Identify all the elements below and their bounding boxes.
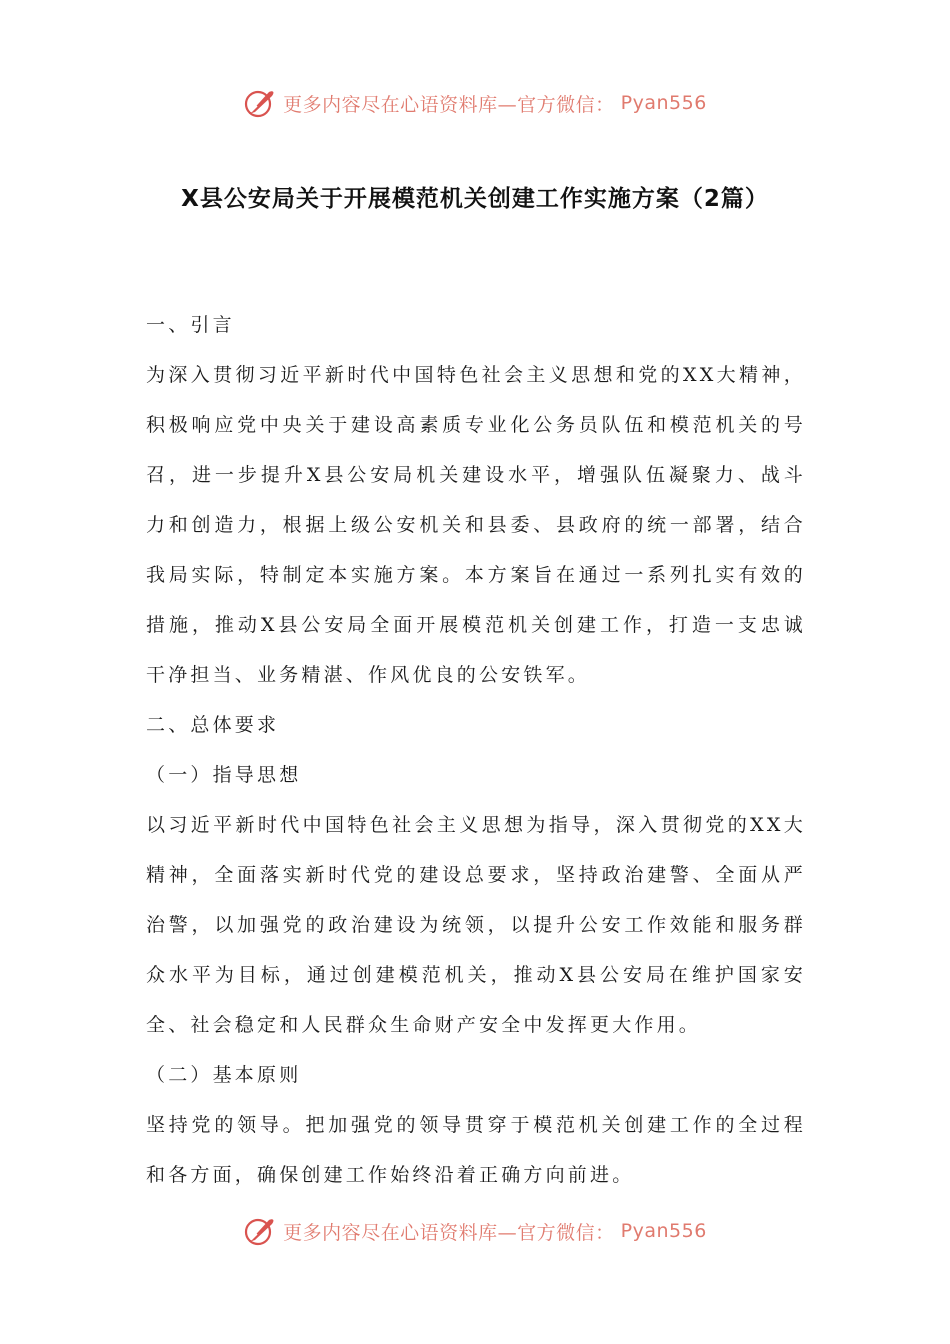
section-heading-intro: 一、引言 [146,314,235,336]
header-banner-wechat: Pyan556 [620,92,707,114]
header-watermark-banner [0,86,950,120]
footer-banner-wechat: Pyan556 [620,1220,707,1242]
document-body [146,300,806,1200]
footer-watermark-banner [0,1214,950,1248]
paragraph-intro: 为深入贯彻习近平新时代中国特色社会主义思想和党的XX大精神，积极响应党中央关于建设高素质专业化公务员队伍和模范机关的号召，进一步提升X县公安局机关建设水平，增强队伍凝聚力、战斗力和创造力，根据上级公安机关和县委、县政府的统一部署，结合我局实际，特制定本实施方案。本方案旨在通过一系列扎实有效的措施，推动X县公安局全面开展模范机关创建工作，打造一支忠诚干净担当、业务精湛、作风优良的公安铁军。 [146,364,806,686]
paragraph-party-leadership: 坚持党的领导。把加强党的领导贯穿于模范机关创建工作的全过程和各方面，确保创建工作始终沿着正确方向前进。 [146,1114,806,1186]
section-heading-requirements: 二、总体要求 [146,714,280,736]
subheading-basic-principles: （二）基本原则 [146,1064,302,1086]
paragraph-guiding-ideology: 以习近平新时代中国特色社会主义思想为指导，深入贯彻党的XX大精神，全面落实新时代党的建设总要求，坚持政治建警、全面从严治警，以加强党的政治建设为统领，以提升公安工作效能和服务群众水平为目标，通过创建模范机关，推动X县公安局在维护国家安全、社会稳定和人民群众生命财产安全中发挥更大作用。 [146,814,806,1036]
header-banner-text: 更多内容尽在心语资料库—官方微信： [283,93,615,116]
document-title: X县公安局关于开展模范机关创建工作实施方案（2篇） [181,186,769,212]
subheading-guiding-ideology: （一）指导思想 [146,764,302,786]
quill-pen-logo-icon [243,86,277,120]
quill-pen-logo-icon [243,1214,277,1248]
footer-banner-text: 更多内容尽在心语资料库—官方微信： [283,1221,615,1244]
